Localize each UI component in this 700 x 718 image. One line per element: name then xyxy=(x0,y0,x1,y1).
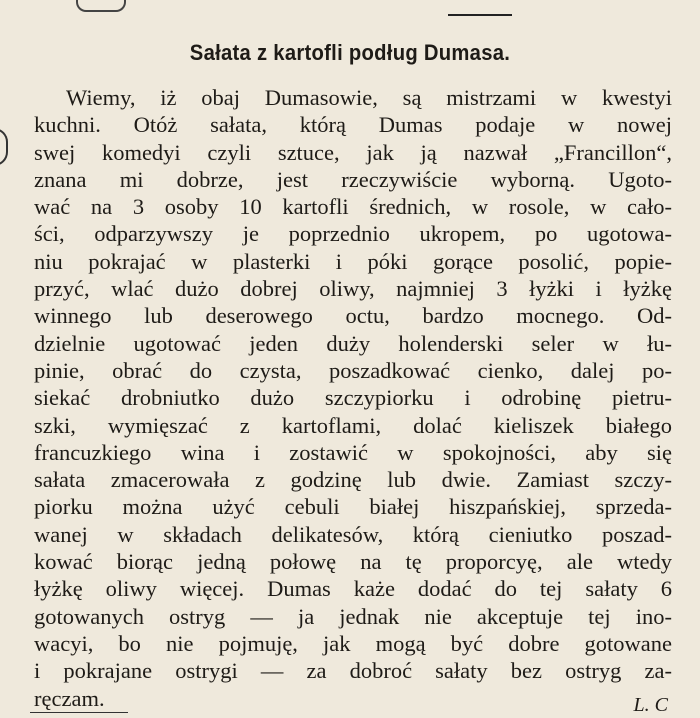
footer-rule xyxy=(30,712,128,713)
article-line: ści, odparzywszy je poprzednio ukropem, po ugotowa- xyxy=(34,221,672,247)
article-title: Sałata z kartofli podług Dumasa. xyxy=(189,40,511,65)
section-divider xyxy=(448,14,512,16)
article-line: wanej w składach delikatesów, którą cieniutko poszad- xyxy=(34,521,672,547)
article-line: łyżkę oliwy więcej. Dumas każe dodać do tej sałaty 6 xyxy=(34,576,672,602)
article-line: szki, wymięszać z kartoflami, dolać kieliszek białego xyxy=(34,412,672,438)
article-line: i pokrajane ostrygi — za dobroć sałaty bez ostryg za- xyxy=(34,658,672,684)
article-line: francuzkiego wina i zostawić w spokojności, aby się xyxy=(34,439,672,465)
article-line: wacyi, bo nie pojmuję, jak mogą być dobre gotowane xyxy=(34,630,672,656)
article-line: siekać drobniutko dużo szczypiorku i odrobinę pietru- xyxy=(34,385,672,411)
article-body xyxy=(34,84,672,712)
article-line: gotowanych ostryg — ja jednak nie akceptuje tej ino- xyxy=(34,603,672,629)
article-line: pinie, obrać do czysta, poszadkować cienko, dalej po- xyxy=(34,357,672,383)
article-line: ręczam. xyxy=(34,685,105,711)
article-line: winnego lub deserowego octu, bardzo mocnego. Od- xyxy=(34,303,672,329)
article-line: dzielnie ugotować jeden duży holenderski seler w łu- xyxy=(34,330,672,356)
article-line: piorku można użyć cebuli białej hiszpańskiej, sprzeda- xyxy=(34,494,672,520)
article-line: sałata zmacerowała z godzinę lub dwie. Zamiast szczy- xyxy=(34,467,672,493)
article-line: wać na 3 osoby 10 kartofli średnich, w rosole, w cało- xyxy=(34,194,672,220)
author-signature: L. C xyxy=(633,694,668,716)
header-ornament xyxy=(76,0,126,12)
article-line: kuchni. Otóż sałata, którą Dumas podaje w nowej xyxy=(34,112,672,138)
article-line: przyć, wlać dużo dobrej oliwy, najmniej 3 łyżki i łyżkę xyxy=(34,276,672,302)
article-line: znana mi dobrze, jest rzeczywiście wyborną. Ugoto- xyxy=(34,166,672,192)
margin-bracket xyxy=(0,128,8,166)
article-line: niu pokrajać w plasterki i póki gorące posolić, popie- xyxy=(34,248,672,274)
article-line: swej komedyi czyli sztuce, jak ją nazwał „Francillon“, xyxy=(34,139,672,165)
article-line: kować biorąc jedną połowę na tę proporcyę, ale wtedy xyxy=(34,549,672,575)
article-line: Wiemy, iż obaj Dumasowie, są mistrzami w kwestyi xyxy=(66,85,672,110)
